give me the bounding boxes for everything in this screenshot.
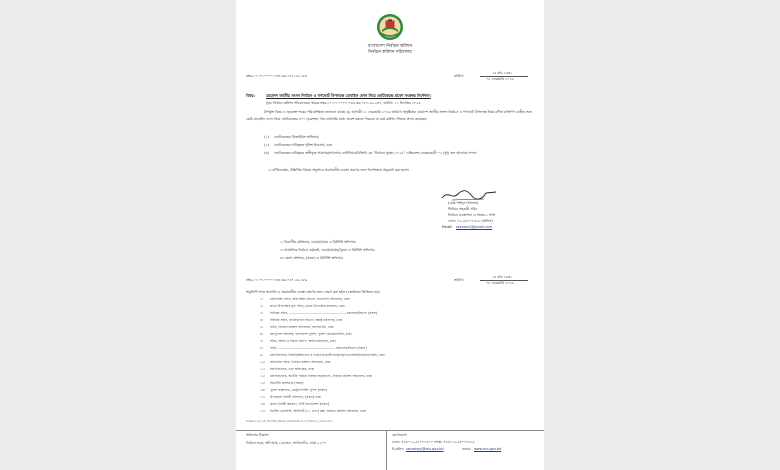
allowed-item-num: (১) xyxy=(264,135,269,139)
copy-item-num: ১৪। xyxy=(260,388,266,392)
election-commission-emblem-icon xyxy=(376,13,404,41)
copy-item-num: ২। xyxy=(260,304,264,308)
copy-item-text: সিনিয়র সচিব, ........................................................ মন্ত্রণালয়/বিভাগ (সকল) xyxy=(270,311,378,315)
copy-item-text: সিস্টেম এনালিস্ট, আইসিটি (১১ তলা) কক্ষ, নির্বাচন কমিশন সচিবালয়, ঢাকা xyxy=(270,409,367,413)
file-path: E:\Nazrul_ap_18_19\Chithi_Ballot_2024\2024-11-13_Election_notice.docx xyxy=(246,420,333,423)
footer-email-link[interactable]: secretary@ecs.gov.bd xyxy=(406,447,444,451)
footer-email-label: ই-মেইল: xyxy=(392,447,404,451)
footer-contact-phone: ফোন: +৮৮০-২-৫৫০০৭৫০০ ফ্যাক্স: +৮৮০-২-৫৫০০৭৫১৫ xyxy=(392,440,475,444)
date-english: ০৮ ফেব্রুয়ারি ২০২৫ xyxy=(486,77,514,81)
footer-divider xyxy=(236,430,544,431)
memo-number: নম্বর-১৭.০০.০০০০.০৩৪.৩৬.০৫৭.২৪-১৮৬ xyxy=(246,74,308,78)
signatory-phone: ফোন: ০২-৫৫০০৭৫১৮ (অফিস) xyxy=(448,219,493,223)
copy-item-num: ৬। xyxy=(260,332,264,336)
copy-item-num: ১৩। xyxy=(260,381,266,385)
copy-item-num: ৯। xyxy=(260,353,264,357)
recipient-item: ২। আঞ্চলিক নির্বাচন কর্মকর্তা, ঢাকা/চট্টগ্রাম/খুলনা ও রিটার্নিং অফিসার xyxy=(280,248,375,252)
recipient-item: ১। বিভাগীয় কমিশনার, ঢাকা/চট্টগ্রাম ও রিটার্নিং অফিসার xyxy=(280,240,356,244)
copy-item-text: মহাপুলিশ পরিদর্শক, বাংলাদেশ পুলিশ, পুলিশ হেডকোয়ার্টার্স, ঢাকা xyxy=(270,332,352,336)
secretariat-name: নির্বাচন কমিশন সচিবালয় xyxy=(368,50,412,55)
date-english: ০৮ ফেব্রুয়ারি ২০২৫ xyxy=(486,281,514,285)
subject-label: বিষয়: xyxy=(246,93,256,98)
copy-item-text: প্রধান নির্বাহী কর্মকর্তা, সিটি কর্পোরেশন (সকল) xyxy=(270,402,330,406)
footer-web-label: ওয়েব: xyxy=(462,447,471,451)
copy-item-text: উপজেলা নির্বাহী অফিসার, (সকল) ঢাকা xyxy=(270,395,322,399)
letter-page xyxy=(236,0,544,470)
signatory-email-label: Email: xyxy=(442,225,453,229)
copy-item-num: ৪। xyxy=(260,318,264,322)
copy-item-num: ৫। xyxy=(260,325,264,329)
allowed-item-num: (৩) xyxy=(264,151,269,155)
recipient-item: ৩। জেলা প্রশাসক, (সকল) ও রিটার্নিং অফিসার xyxy=(280,256,343,260)
allowed-item-text: ভোটকেন্দ্রের দায়িত্বরত পুলিশ ইনচার্জ; এবং xyxy=(274,143,332,147)
copy-item-text: প্রধান উপদেষ্টার মুখ্য সচিব, প্রধান উপদেষ্টার কার্যালয়, ঢাকা xyxy=(270,304,345,308)
copy-item-text: অতিরিক্ত সচিব, নির্বাচন কমিশন সচিবালয়, ঢাকা xyxy=(270,360,331,364)
copy-item-text: মন্ত্রিপরিষদ সচিব, মন্ত্রিপরিষদ বিভাগ, বাংলাদেশ সচিবালয়, ঢাকা xyxy=(270,297,350,301)
allowed-item-text: ভোটকেন্দ্রের দায়িত্বরত অঙ্গীভূত আনসার/আনসার ব্যাটালিয়ন/বিজিবি এর "নির্বাচন সুরক্ষা ২০২৫" এপ্লিকেশন ব্যবহারকারী ০২ (দুই) জন আনসার সদস্য। xyxy=(274,151,478,155)
signatory-branch: নির্বাচন ব্যবস্থাপনা ও সমন্বয়-১ শাখা xyxy=(448,213,496,217)
allowed-item-num: (২) xyxy=(264,143,269,147)
copy-item-num: ১২। xyxy=(260,374,266,378)
memo-number: নম্বর-১৭.০০.০০০০.০৩৪.৩৬.০৫৭.২৪-১৮৬ xyxy=(246,278,308,282)
date-label: তারিখ: xyxy=(454,278,464,282)
copy-item-num: ১৭। xyxy=(260,409,266,413)
copy-item-text: পুলিশ কমিশনার, মেট্রোপলিটন পুলিশ (সকল) xyxy=(270,388,327,392)
copy-item-num: ৭। xyxy=(260,339,264,343)
copy-item-text: মহাপরিচালক, বিজিবি/আনসার ও ভিডিপি/কোস্টগার্ড/র‍্যাব/এনএসআই/ডিজিএফআই, ঢাকা xyxy=(270,353,385,357)
copy-intro: অনুলিপি সদয় অবগতি ও প্রয়োজনীয় ব্যবস্থা গ্রহণের জন্য প্রেরণ করা হইল (জ্যেষ্ঠতার ভিত্তিতে নয়): xyxy=(246,290,381,294)
reference-text: সূত্র: নির্বাচন কমিশন সচিবালয়ের স্মারক নম্বর-১৭.০০.০০০০.০৩৪.৩৬.০৫৭.২৪-২৩৭, তারিখ: ১১ ডিসেম্বর ২০২৪ xyxy=(266,101,421,105)
copy-item-text: মহাপরিচালক, তথ্য অধিদপ্তর, ঢাকা xyxy=(270,367,315,371)
copy-item-text: সচিব, ........................................................ মন্ত্রণালয়/বিভাগ (সকল) xyxy=(270,346,367,350)
body-intro-paragraph: উপর্যুক্ত বিষয় ও সূত্রোক্ত পত্রের পরিপ্রেক্ষিতে জানানো যাচ্ছে যে, আগামী ১১ ফেব্রুয়ারি ২০২৬ তারিখে অনুষ্ঠিতব্য ত্রয়োদশ জাতীয় সংসদ নির্বাচন ও গণভোট উপলক্ষে নিম্নে বর্ণিত ব্যক্তিগণ ব্যতীত অন্য কেউ মোবাইল ফোন নিয়ে ভোটকেন্দ্রের ৪০০ (চারশত) গজ ব্যাসার্ধের মধ্যে প্রবেশ করতে পারবেন না মর্মে কমিশন সিদ্ধান্ত প্রদান করেছেন: xyxy=(246,110,532,121)
date-bangla: ২৫ মাঘ ১৪৩১ xyxy=(492,275,513,279)
copy-item-text: সচিব, নির্বাচন কমিশন সচিবালয়, আগারগাঁও, ঢাকা xyxy=(270,325,334,329)
copy-item-text: বিভাগীয় কমিশনার (সকল) xyxy=(270,381,304,385)
signatory-name: (মোঃ শাহিদুল ইসলাম) xyxy=(448,201,479,205)
copy-item-num: ৩। xyxy=(260,311,264,315)
org-name: বাংলাদেশ নির্বাচন কমিশন xyxy=(367,44,413,49)
copy-item-num: ৮। xyxy=(260,346,264,350)
footer-web-link[interactable]: www.ecs.gov.bd xyxy=(474,447,502,451)
copy-item-text: সচিব, আইন ও বিচার বিভাগ, আইন মন্ত্রণালয়, ঢাকা xyxy=(270,339,336,343)
signatory-email-link[interactable]: secems1@gmail.com xyxy=(456,225,493,229)
copy-item-text: সিনিয়র সচিব, জননিরাপত্তা বিভাগ, স্বরাষ্ট্র মন্ত্রণালয়, ঢাকা xyxy=(270,318,343,322)
footer-vertical-divider xyxy=(386,430,387,470)
copy-item-text: মহাপরিচালক, জাতীয় পরিচয় নিবন্ধন অনুবিভাগ, নির্বাচন কমিশন সচিবালয়, ঢাকা xyxy=(270,374,373,378)
copy-item-num: ১৫। xyxy=(260,395,266,399)
copy-item-num: ১৬। xyxy=(260,402,266,406)
signature-icon xyxy=(440,188,500,202)
footer-office-address: নির্বাচন ভবন, প্লট নং-ই-১৪/জেড, আগারগাঁও, ঢাকা-১২০৭ xyxy=(246,441,327,445)
footer-office-label: অফিসের ঠিকানা: xyxy=(246,433,270,437)
footer-contact-label: যোগাযোগ: xyxy=(392,433,408,437)
subject-text: ত্রয়োদশ জাতীয় সংসদ নির্বাচন ও গণভোট উপলক্ষে মোবাইল ফোন নিয়ে ভোটকেন্দ্রে প্রবেশ সংক্রান্ত নির্দেশনা। xyxy=(266,93,431,98)
copy-item-num: ১। xyxy=(260,297,264,301)
date-bangla: ২৫ মাঘ ১৪৩১ xyxy=(492,71,513,75)
allowed-item-text: ভোটকেন্দ্রের প্রিজাইডিং অফিসার; xyxy=(274,135,320,139)
copy-item-num: ১১। xyxy=(260,367,266,371)
date-label: তারিখ: xyxy=(454,74,464,78)
signatory-title: সিনিয়র সহকারী সচিব xyxy=(448,207,478,211)
copy-item-num: ১০। xyxy=(260,360,266,364)
para-2: ২। বর্ণিতাবস্থায়, উল্লিখিত বিষয়ে অনুসারে প্রয়োজনীয় ব্যবস্থা গ্রহণের জন্য নির্দেশক্রমে অনুরোধ করা হলো। xyxy=(268,168,410,172)
